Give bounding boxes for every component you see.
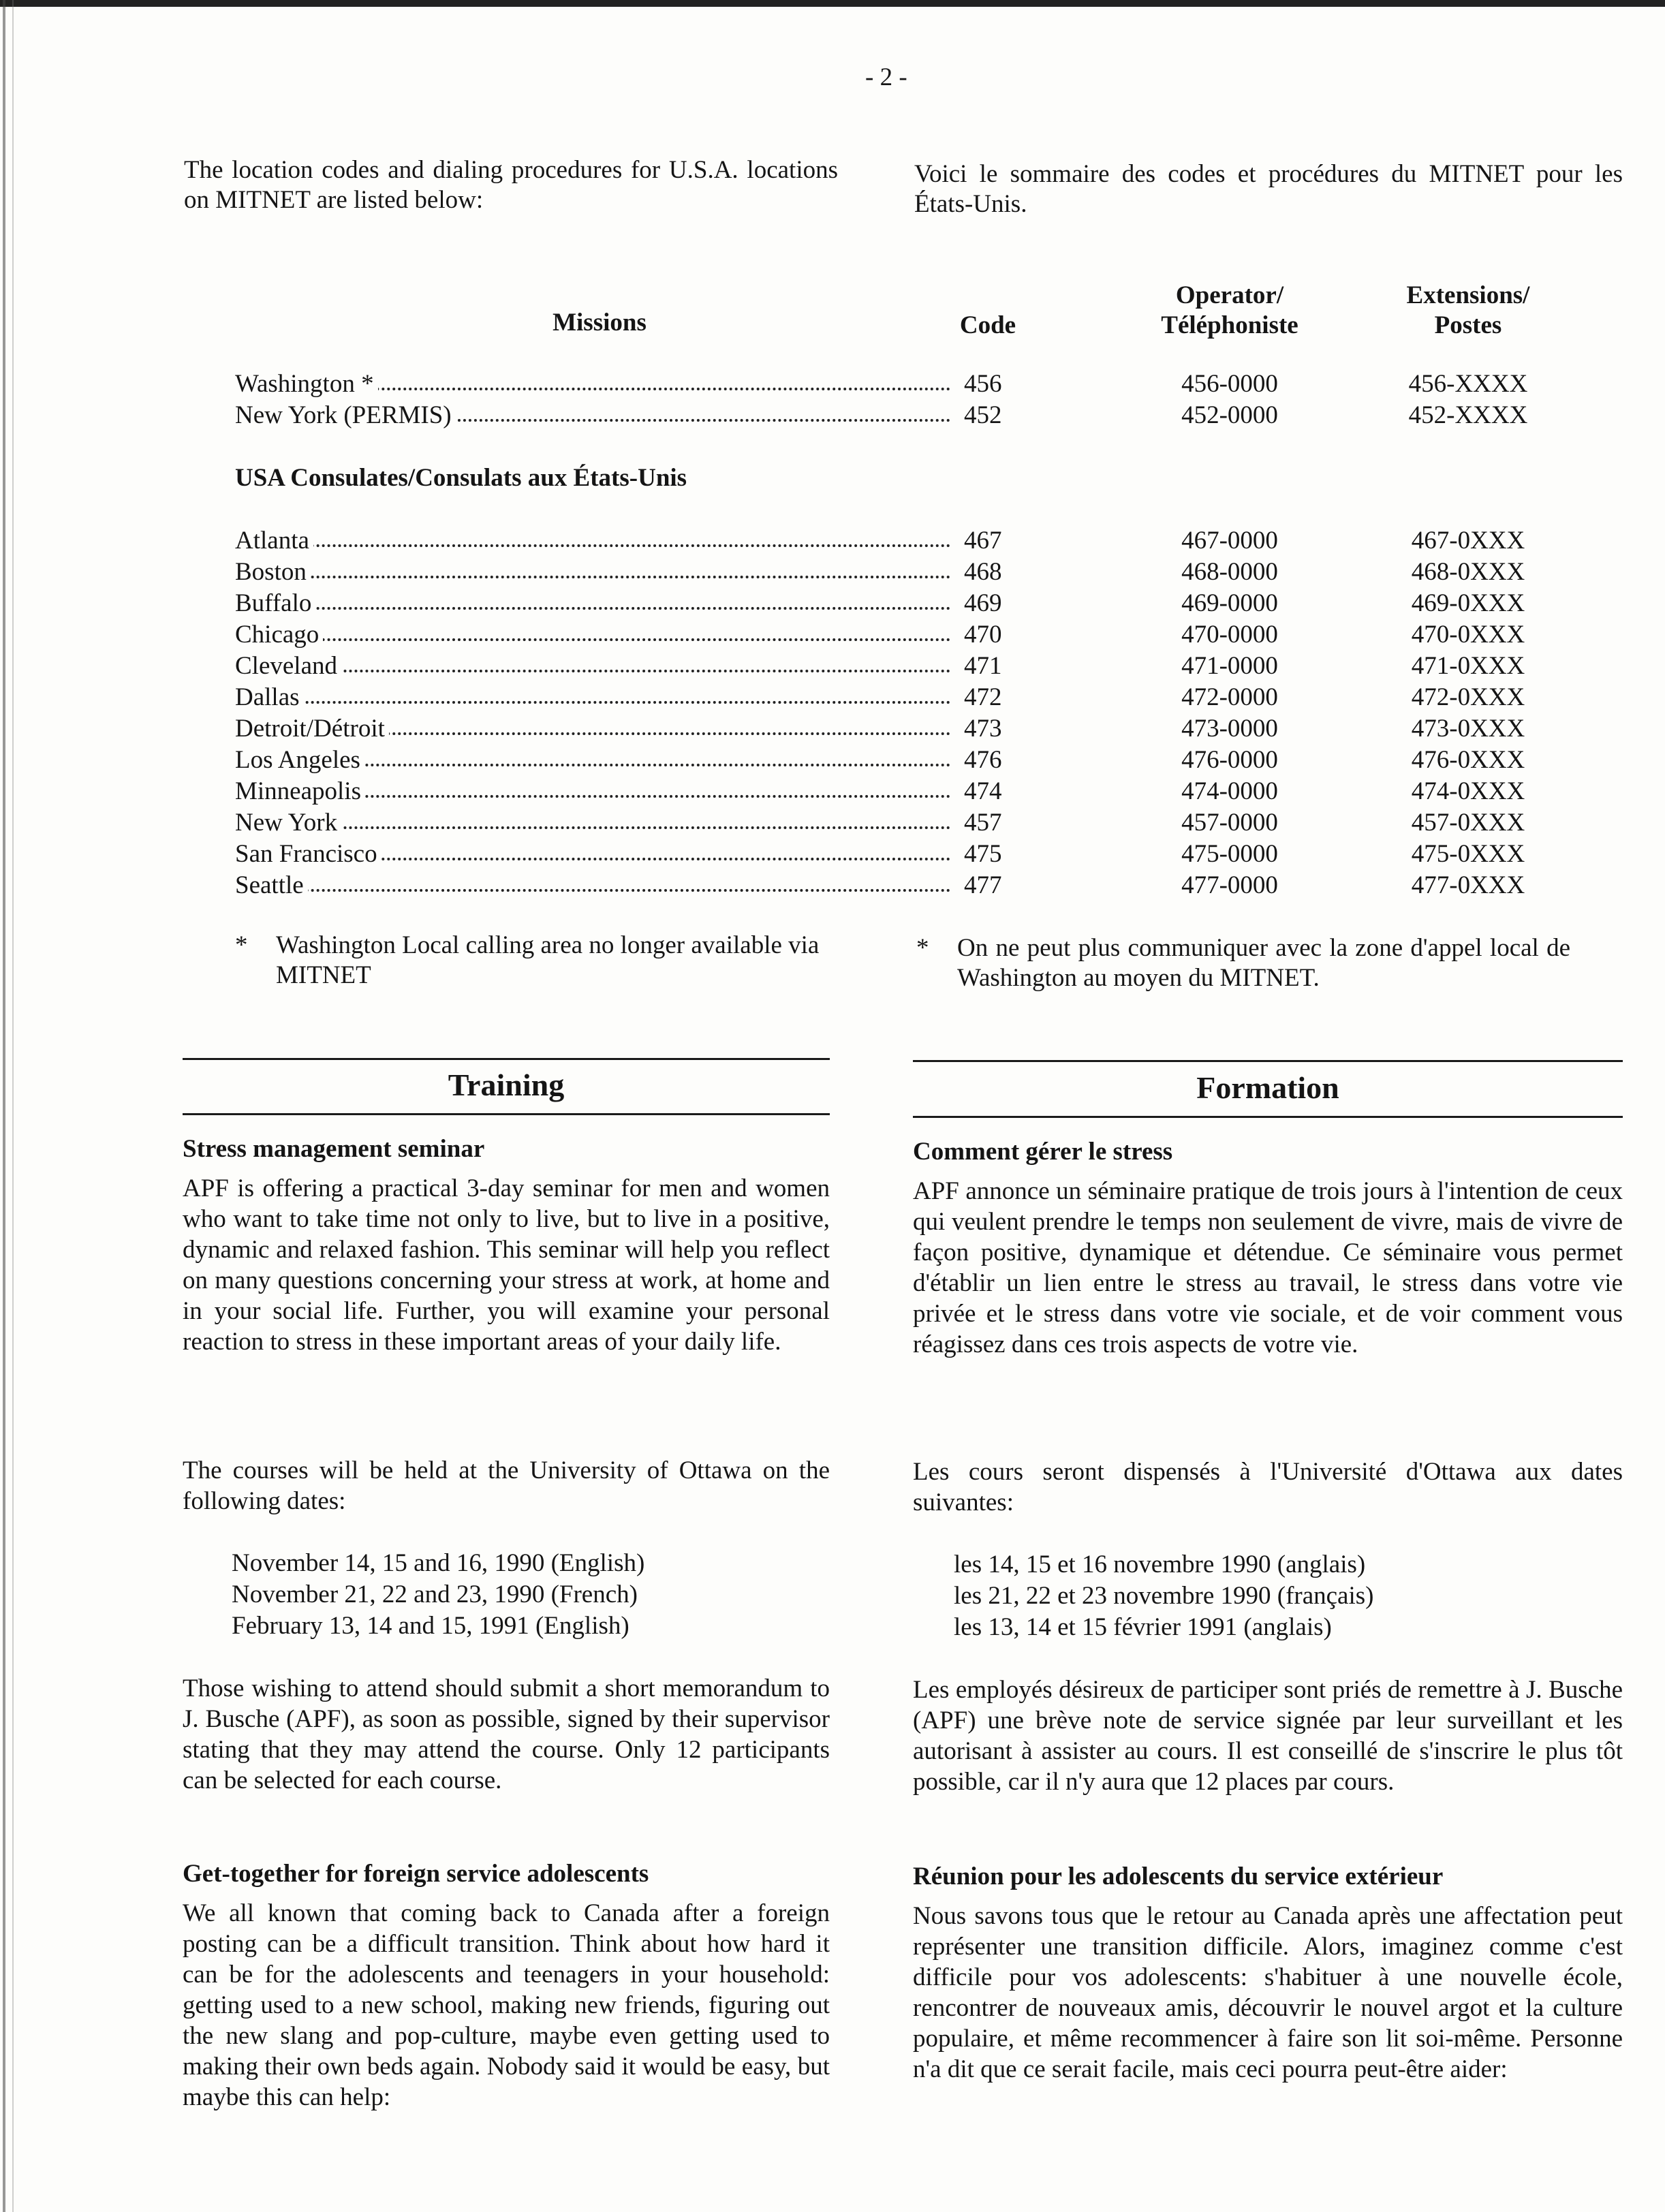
row-extension: 474-0XXX — [1411, 777, 1525, 805]
header-missions: Missions — [553, 309, 647, 337]
header-extensions — [1352, 281, 1584, 341]
row-operator: 452-0000 — [1181, 401, 1278, 429]
table-row — [235, 589, 1536, 620]
row-operator: 468-0000 — [1181, 558, 1278, 586]
row-location: San Francisco — [235, 839, 950, 869]
scan-edge-left — [3, 0, 5, 2212]
consulates-heading: USA Consulates/Consulats aux États-Unis — [235, 464, 687, 492]
table-row — [235, 526, 1536, 557]
table-row — [235, 839, 1536, 871]
row-operator: 474-0000 — [1181, 777, 1278, 805]
row-code: 469 — [964, 589, 1002, 617]
row-location: Seattle — [235, 871, 950, 900]
row-location: Detroit/Détroit — [235, 714, 950, 743]
row-operator: 457-0000 — [1181, 809, 1278, 837]
row-code: 468 — [964, 558, 1002, 586]
row-operator: 467-0000 — [1181, 527, 1278, 555]
section-title-training: Training — [448, 1068, 565, 1102]
table-row — [235, 745, 1536, 777]
paragraph-lieu-cours: Les cours seront dispensés à l'Université d'Ottawa aux dates suivantes: — [913, 1458, 1623, 1516]
row-code: 471 — [964, 652, 1002, 680]
divider-training-bottom — [183, 1113, 830, 1115]
paragraph-stress-seminar: APF is offering a practical 3-day seminar for men and women who want to take time not only to live, but to live in a positive, dynamic and relaxed fashion. This seminar will help you reflect on many questions concerning your stress at work, at home and in your social life. Further, you will examine your personal reaction to stress in these important areas of your daily life. — [183, 1174, 830, 1356]
table-row — [235, 871, 1536, 902]
row-operator: 475-0000 — [1181, 840, 1278, 868]
footnote-asterisk: * — [916, 934, 929, 962]
row-code: 474 — [964, 777, 1002, 805]
row-code: 475 — [964, 840, 1002, 868]
row-location: Washington * — [235, 369, 950, 399]
header-operator-line2: Téléphoniste — [1161, 311, 1298, 339]
row-extension: 477-0XXX — [1411, 871, 1525, 899]
row-location: Chicago — [235, 620, 950, 649]
row-location: Boston — [235, 557, 950, 587]
row-extension: 467-0XXX — [1411, 527, 1525, 555]
intro-french: Voici le sommaire des codes et procédures du MITNET pour les États-Unis. — [914, 160, 1623, 218]
row-code: 467 — [964, 527, 1002, 555]
row-operator: 472-0000 — [1181, 683, 1278, 711]
heading-gerer-stress: Comment gérer le stress — [913, 1138, 1173, 1166]
header-operator — [1127, 281, 1332, 341]
heading-get-together: Get-together for foreign service adolescents — [183, 1860, 649, 1888]
course-date: November 14, 15 and 16, 1990 (English) — [232, 1549, 645, 1577]
row-operator: 469-0000 — [1181, 589, 1278, 617]
row-extension: 471-0XXX — [1411, 652, 1525, 680]
row-extension: 473-0XXX — [1411, 715, 1525, 743]
table-row — [235, 401, 1536, 432]
row-extension: 457-0XXX — [1411, 809, 1525, 837]
footnote-french — [916, 933, 1570, 1029]
row-extension: 472-0XXX — [1411, 683, 1525, 711]
table-row — [235, 777, 1536, 808]
row-location: New York (PERMIS) — [235, 401, 950, 430]
footnote-asterisk: * — [235, 931, 248, 959]
row-location: Los Angeles — [235, 745, 950, 775]
heading-reunion-adolescents: Réunion pour les adolescents du service extérieur — [913, 1863, 1444, 1890]
table-row — [235, 369, 1536, 401]
paragraph-course-location: The courses will be held at the University of Ottawa on the following dates: — [183, 1457, 830, 1515]
row-code: 452 — [964, 401, 1002, 429]
heading-stress-management: Stress management seminar — [183, 1135, 485, 1163]
row-location: Dallas — [235, 683, 950, 712]
row-location: Buffalo — [235, 589, 950, 618]
scan-edge-top — [0, 0, 1665, 7]
header-extensions-line1: Extensions/ — [1406, 281, 1530, 309]
row-operator: 476-0000 — [1181, 746, 1278, 774]
divider-training — [183, 1058, 830, 1060]
course-date: February 13, 14 and 15, 1991 (English) — [232, 1612, 629, 1640]
row-location: Cleveland — [235, 651, 950, 681]
row-location: Minneapolis — [235, 777, 950, 806]
section-title-formation: Formation — [1196, 1070, 1339, 1105]
row-code: 476 — [964, 746, 1002, 774]
row-code: 473 — [964, 715, 1002, 743]
row-extension: 452-XXXX — [1408, 401, 1528, 429]
course-date: November 21, 22 and 23, 1990 (French) — [232, 1580, 638, 1608]
page-number: - 2 - — [865, 63, 907, 91]
row-code: 470 — [964, 621, 1002, 649]
row-code: 472 — [964, 683, 1002, 711]
table-row — [235, 557, 1536, 589]
row-extension: 469-0XXX — [1411, 589, 1525, 617]
row-location: New York — [235, 808, 950, 837]
row-code: 457 — [964, 809, 1002, 837]
footnote-english-text: Washington Local calling area no longer available via MITNET — [276, 931, 820, 989]
row-operator: 473-0000 — [1181, 715, 1278, 743]
table-row — [235, 714, 1536, 745]
paragraph-inscription: Les employés désireux de participer sont priés de remettre à J. Busche (APF) une brève note de service signée par leur surveillant et les autorisant à assister au cours. Il est conseillé de s'inscrire le plus tôt possible, car il n'y aura que 12 places par cours. — [913, 1676, 1623, 1796]
row-operator: 477-0000 — [1181, 871, 1278, 899]
divider-formation — [913, 1060, 1623, 1062]
header-operator-line1: Operator/ — [1175, 281, 1284, 309]
row-extension: 476-0XXX — [1411, 746, 1525, 774]
row-operator: 471-0000 — [1181, 652, 1278, 680]
row-code: 477 — [964, 871, 1002, 899]
row-extension: 475-0XXX — [1411, 840, 1525, 868]
row-operator: 470-0000 — [1181, 621, 1278, 649]
intro-english: The location codes and dialing procedures for U.S.A. locations on MITNET are listed below: — [184, 156, 838, 214]
scan-edge-left-inner — [12, 0, 14, 2212]
paragraph-get-together: We all known that coming back to Canada after a foreign posting can be a difficult transition. Think about how hard it can be for the adolescents and teenagers in your household: getting used to a new school, making new friends, figuring out the new slang and pop-culture, maybe even getting used to making their own beds again. Nobody said it would be easy, but maybe this can help: — [183, 1899, 830, 2111]
paragraph-seminaire-stress: APF annonce un séminaire pratique de trois jours à l'intention de ceux qui veulent prendre le temps non seulement de vivre, mais de vivre de façon positive, dynamique et détendue. Ce séminaire vous permet d'établir un lien entre le stress au travail, le stress dans votre vie privée et le stress dans votre vie sociale, et de voir comment vous réagissez dans ces trois aspects de votre vie. — [913, 1177, 1623, 1358]
table-row — [235, 808, 1536, 839]
paragraph-attendance: Those wishing to attend should submit a short memorandum to J. Busche (APF), as soon as possible, signed by their supervisor stating that they may attend the course. Only 12 participants can be selected for each course. — [183, 1674, 830, 1794]
course-date: les 14, 15 et 16 novembre 1990 (anglais) — [954, 1551, 1366, 1578]
footnote-english — [235, 931, 820, 999]
course-date: les 21, 22 et 23 novembre 1990 (français) — [954, 1582, 1374, 1610]
table-row — [235, 683, 1536, 714]
table-row — [235, 651, 1536, 683]
table-row — [235, 620, 1536, 651]
row-extension: 468-0XXX — [1411, 558, 1525, 586]
divider-formation-bottom — [913, 1116, 1623, 1118]
header-extensions-line2: Postes — [1434, 311, 1502, 339]
header-code: Code — [959, 311, 1016, 339]
paragraph-reunion-adolescents: Nous savons tous que le retour au Canada après une affectation peut représenter une transition difficile. Alors, imaginez comme c'est difficile pour vos adolescents: s'habituer à une nouvelle école, rencontrer de nouveaux amis, découvrir le nouvel argot et la culture populaire, et même recommencer à faire son lit soi-même. Personne n'a dit que ce serait facile, mais ceci pourra peut-être aider: — [913, 1902, 1623, 2083]
row-code: 456 — [964, 370, 1002, 398]
course-date: les 13, 14 et 15 février 1991 (anglais) — [954, 1613, 1332, 1641]
row-location: Atlanta — [235, 526, 950, 555]
footnote-french-text: On ne peut plus communiquer avec la zone d'appel local de Washington au moyen du MITNET. — [957, 934, 1570, 992]
row-extension: 470-0XXX — [1411, 621, 1525, 649]
row-operator: 456-0000 — [1181, 370, 1278, 398]
row-extension: 456-XXXX — [1408, 370, 1528, 398]
